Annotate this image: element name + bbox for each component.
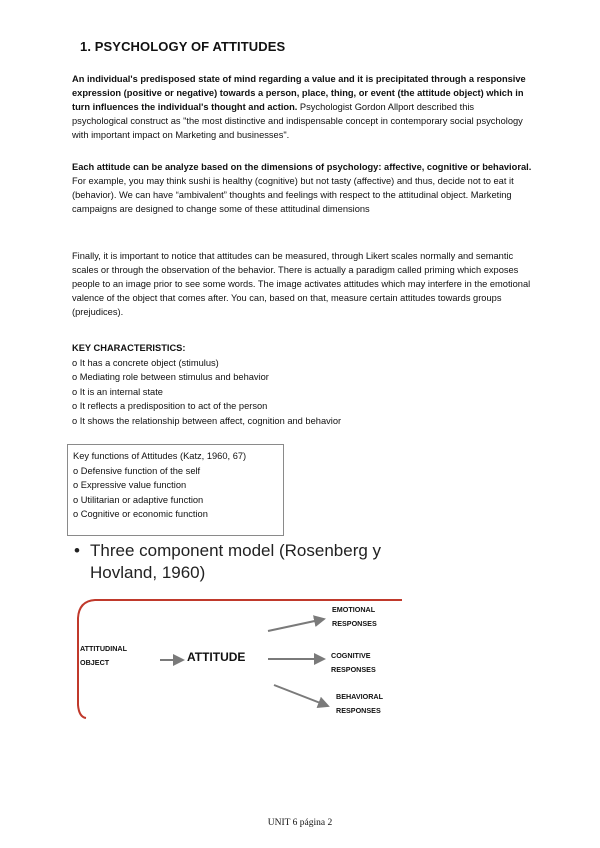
key-functions-title: Key functions of Attitudes (Katz, 1960, 67) bbox=[73, 451, 247, 461]
paragraph-measurement: Finally, it is important to notice that attitudes can be measured, through Likert scales normally and semantic scales or through the observation of the behavior. There is actually a paradigm called priming which exposes people to an image prior to see some words. The image activates attitudes which may interfere in the emotional valence of the object that comes after. You can, based on that, measure certain attitudes towards groups (prejudices). bbox=[72, 251, 531, 317]
object-label-line-1: ATTITUDINAL bbox=[80, 644, 127, 653]
behavioral-responses-label bbox=[336, 690, 383, 718]
list-item: o It shows the relationship between affect, cognition and behavior bbox=[72, 415, 342, 426]
cognitive-line-1: COGNITIVE bbox=[331, 651, 371, 660]
attitude-label: ATTITUDE bbox=[187, 650, 246, 664]
list-item: o Mediating role between stimulus and behavior bbox=[72, 372, 269, 383]
definition-rest-text: Psychologist Gordon Allport described this psychological construct as "the most distinctive and indispensable concept in contemporary social psychology with important impact on Marketing and businesses". bbox=[72, 102, 523, 140]
emotional-responses-label bbox=[332, 603, 377, 631]
attitudinal-object-label bbox=[80, 642, 127, 670]
object-label-line-2: OBJECT bbox=[80, 658, 110, 667]
emotional-line-2: RESPONSES bbox=[332, 619, 377, 628]
list-item: o Defensive function of the self bbox=[73, 465, 201, 476]
behavioral-line-2: RESPONSES bbox=[336, 706, 381, 715]
list-item: o It is an internal state bbox=[72, 386, 163, 397]
list-item: o Expressive value function bbox=[73, 480, 187, 491]
list-item: o Utilitarian or adaptive function bbox=[73, 494, 204, 505]
cognitive-responses-label bbox=[331, 649, 376, 677]
model-title-text: Three component model (Rosenberg y Hovland, 1960) bbox=[90, 541, 382, 582]
page-footer: UNIT 6 página 2 bbox=[267, 818, 333, 828]
cognitive-line-2: RESPONSES bbox=[331, 665, 376, 674]
list-item: o It has a concrete object (stimulus) bbox=[72, 357, 219, 368]
emotional-arrow bbox=[268, 619, 324, 631]
list-item: o Cognitive or economic function bbox=[73, 509, 208, 520]
dimensions-bold-text: Each attitude can be analyze based on the dimensions of psychology: affective, cognitive or behavioral. bbox=[72, 162, 532, 172]
dimensions-rest-text: For example, you may think sushi is healthy (cognitive) but not tasty (affective) and thus, decide not to eat it (behavior). We can have “ambivalent” thoughts and feelings with respect to the attitudinal object. Marketing campaigns are designed to change some of these attitudinal dimensions bbox=[72, 176, 514, 214]
bullet-icon: • bbox=[74, 541, 80, 560]
key-characteristics-title: KEY CHARACTERISTICS: bbox=[72, 343, 186, 353]
behavioral-arrow bbox=[274, 685, 328, 706]
emotional-line-1: EMOTIONAL bbox=[332, 605, 376, 614]
list-item: o It reflects a predisposition to act of the person bbox=[72, 401, 268, 412]
behavioral-line-1: BEHAVIORAL bbox=[336, 692, 383, 701]
section-heading: 1. PSYCHOLOGY OF ATTITUDES bbox=[80, 39, 286, 54]
definition-bold-text: An individual's predisposed state of mind regarding a value and it is precipitated through a responsive expression (positive or negative) towards a person, place, thing, or event (the attitude object) which in turn influences the individual's thought and action. bbox=[72, 74, 526, 112]
